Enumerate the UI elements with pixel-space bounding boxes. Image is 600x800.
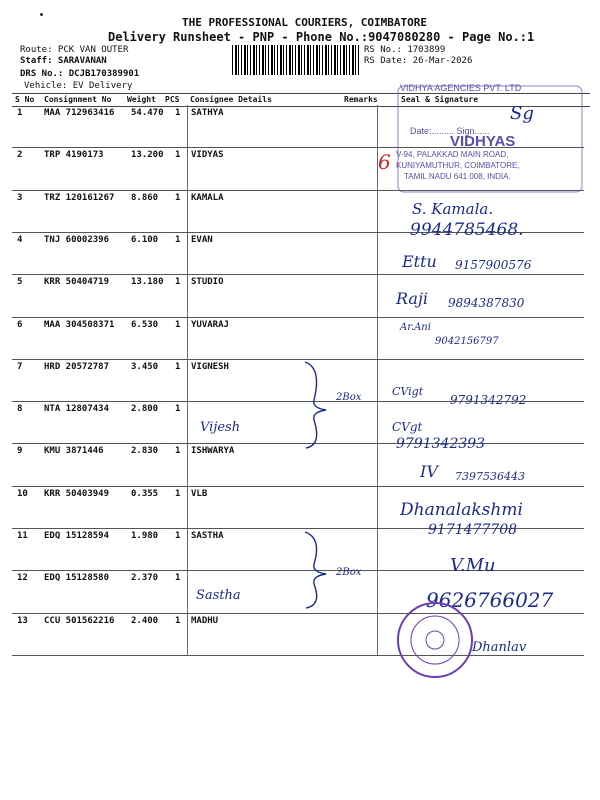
row-divider [12,274,584,275]
cell-consignment: NTA 12807434 [44,404,110,414]
header-sno: S No [15,95,35,104]
signature-mark: Sg [510,103,534,124]
cell-sno: 11 [17,531,28,541]
cell-weight: 0.355 [131,489,159,499]
cell-consignee: YUVARAJ [191,320,229,330]
cell-consignee: VIGNESH [191,362,229,372]
cell-sno: 7 [17,362,23,372]
cell-consignment: TRP 4190173 [44,150,104,160]
vehicle-label: Vehicle: EV Delivery [24,81,133,91]
column-divider [187,105,188,655]
barcode [232,45,360,75]
handwritten-phone: 9626766027 [426,588,554,612]
cell-weight: 54.470 [131,108,164,118]
cell-weight: 2.800 [131,404,159,414]
cell-consignment: KMU 3871446 [44,446,104,456]
header-seal: Seal & Signature [401,95,479,104]
handwritten-phone: 9944785468. [410,220,524,240]
handwritten-signature: IV [420,462,438,481]
route-label: Route: PCK VAN OUTER [20,45,129,55]
handwritten-signature: Dhanalakshmi [400,500,523,520]
brace-mark [300,530,340,610]
cell-sno: 4 [17,235,23,245]
handwritten-phone: 7397536443 [455,470,525,483]
cell-consignment: TNJ 60002396 [44,235,110,245]
cell-pcs: 1 [175,108,181,118]
cell-pcs: 1 [175,616,181,626]
row-divider [12,655,584,656]
handwritten-phone: 9791342393 [396,436,486,452]
cell-pcs: 1 [175,150,181,160]
cell-consignee: MADHU [191,616,219,626]
hole-punch-mark [40,13,43,16]
cell-sno: 10 [17,489,28,499]
cell-sno: 13 [17,616,28,626]
cell-sno: 1 [17,108,23,118]
handwritten-signature: CVigt [392,385,424,398]
cell-weight: 2.830 [131,446,159,456]
header-consignment: Consignment No [44,95,112,104]
rs-date: RS Date: 26-Mar-2026 [364,56,473,66]
row-divider [12,443,584,444]
handwritten-signature: V.Mu [450,555,496,576]
round-seal-stamp [395,598,475,682]
cell-consignee: VIDYAS [191,150,224,160]
handwritten-signature: Dhanlav [472,640,527,655]
stamp-address: TAMIL NADU 641 008, INDIA. [404,172,511,181]
cell-consignee: SATHYA [191,108,224,118]
seal-stamp-outline [396,84,586,196]
cell-consignment: EDQ 15128580 [44,573,110,583]
handwritten-signature: S. Kamala. [412,200,494,218]
cell-pcs: 1 [175,320,181,330]
cell-sno: 3 [17,193,23,203]
cell-weight: 6.100 [131,235,159,245]
handwritten-consignee: Vijesh [200,420,241,435]
cell-weight: 2.370 [131,573,159,583]
red-ink-mark: 6 [378,150,391,174]
row-divider [12,570,584,571]
cell-weight: 2.400 [131,616,159,626]
cell-sno: 12 [17,573,28,583]
header-consignee: Consignee Details [190,95,272,104]
cell-consignment: TRZ 120161267 [44,193,115,203]
cell-pcs: 1 [175,404,181,414]
runsheet-subtitle: Delivery Runsheet - PNP - Phone No.:9047080280 - Page No.:1 [108,30,535,44]
cell-weight: 13.200 [131,150,164,160]
handwritten-consignee: Sastha [196,588,241,603]
cell-pcs: 1 [175,573,181,583]
stamp-vidhyas-name: VIDHYAS [450,133,516,150]
cell-consignee: STUDIO [191,277,224,287]
cell-pcs: 1 [175,193,181,203]
cell-weight: 13.180 [131,277,164,287]
cell-weight: 8.860 [131,193,159,203]
cell-consignment: KRR 50403949 [44,489,110,499]
stamp-address: KUNIYAMUTHUR, COIMBATORE, [396,161,520,170]
stamp-date-line: Date:......... Sign...... [410,126,490,136]
cell-sno: 2 [17,150,23,160]
cell-consignee: VLB [191,489,208,499]
handwritten-signature: Ar.Ani [400,322,431,333]
cell-pcs: 1 [175,489,181,499]
cell-sno: 9 [17,446,23,456]
cell-consignment: MAA 304508371 [44,320,115,330]
cell-weight: 6.530 [131,320,159,330]
handwritten-remark: 2Box [336,567,362,578]
row-divider [12,317,584,318]
cell-consignment: KRR 50404719 [44,277,110,287]
row-divider [12,359,584,360]
cell-sno: 5 [17,277,23,287]
company-title: THE PROFESSIONAL COURIERS, COIMBATORE [182,16,428,29]
cell-weight: 3.450 [131,362,159,372]
row-divider [12,486,584,487]
staff-label: Staff: SARAVANAN [20,56,107,66]
brace-mark [300,360,340,450]
cell-pcs: 1 [175,446,181,456]
handwritten-phone: 9042156797 [435,336,499,347]
cell-pcs: 1 [175,362,181,372]
stamp-company-header: VIDHYA AGENCIES PVT. LTD [400,83,522,93]
header-weight: Weight [127,95,156,104]
cell-consignee: EVAN [191,235,213,245]
handwritten-remark: 2Box [336,392,362,403]
column-divider [377,105,378,655]
drs-number: DRS No.: DCJB170389901 [20,69,140,79]
row-divider [12,613,584,614]
handwritten-signature: Ettu [402,252,437,271]
cell-consignment: MAA 712963416 [44,108,115,118]
header-pcs: PCS [165,95,180,104]
header-remarks: Remarks [344,95,378,104]
cell-consignment: EDQ 15128594 [44,531,110,541]
handwritten-phone: 9157900576 [455,258,532,272]
cell-consignee: SASTHA [191,531,224,541]
cell-consignee: ISHWARYA [191,446,235,456]
handwritten-phone: 9791342792 [450,393,527,407]
cell-pcs: 1 [175,531,181,541]
handwritten-phone: 9171477708 [428,522,518,538]
handwritten-phone: 9894387830 [448,296,525,310]
cell-sno: 6 [17,320,23,330]
cell-consignment: CCU 501562216 [44,616,115,626]
handwritten-signature: CVgt [392,420,423,434]
handwritten-signature: Raji [396,289,429,308]
cell-pcs: 1 [175,277,181,287]
cell-consignment: HRD 20572787 [44,362,110,372]
stamp-address: V-94, PALAKKAD MAIN ROAD, [396,150,509,159]
rs-number: RS No.: 1703899 [364,45,446,55]
cell-weight: 1.980 [131,531,159,541]
cell-pcs: 1 [175,235,181,245]
cell-sno: 8 [17,404,23,414]
cell-consignee: KAMALA [191,193,224,203]
